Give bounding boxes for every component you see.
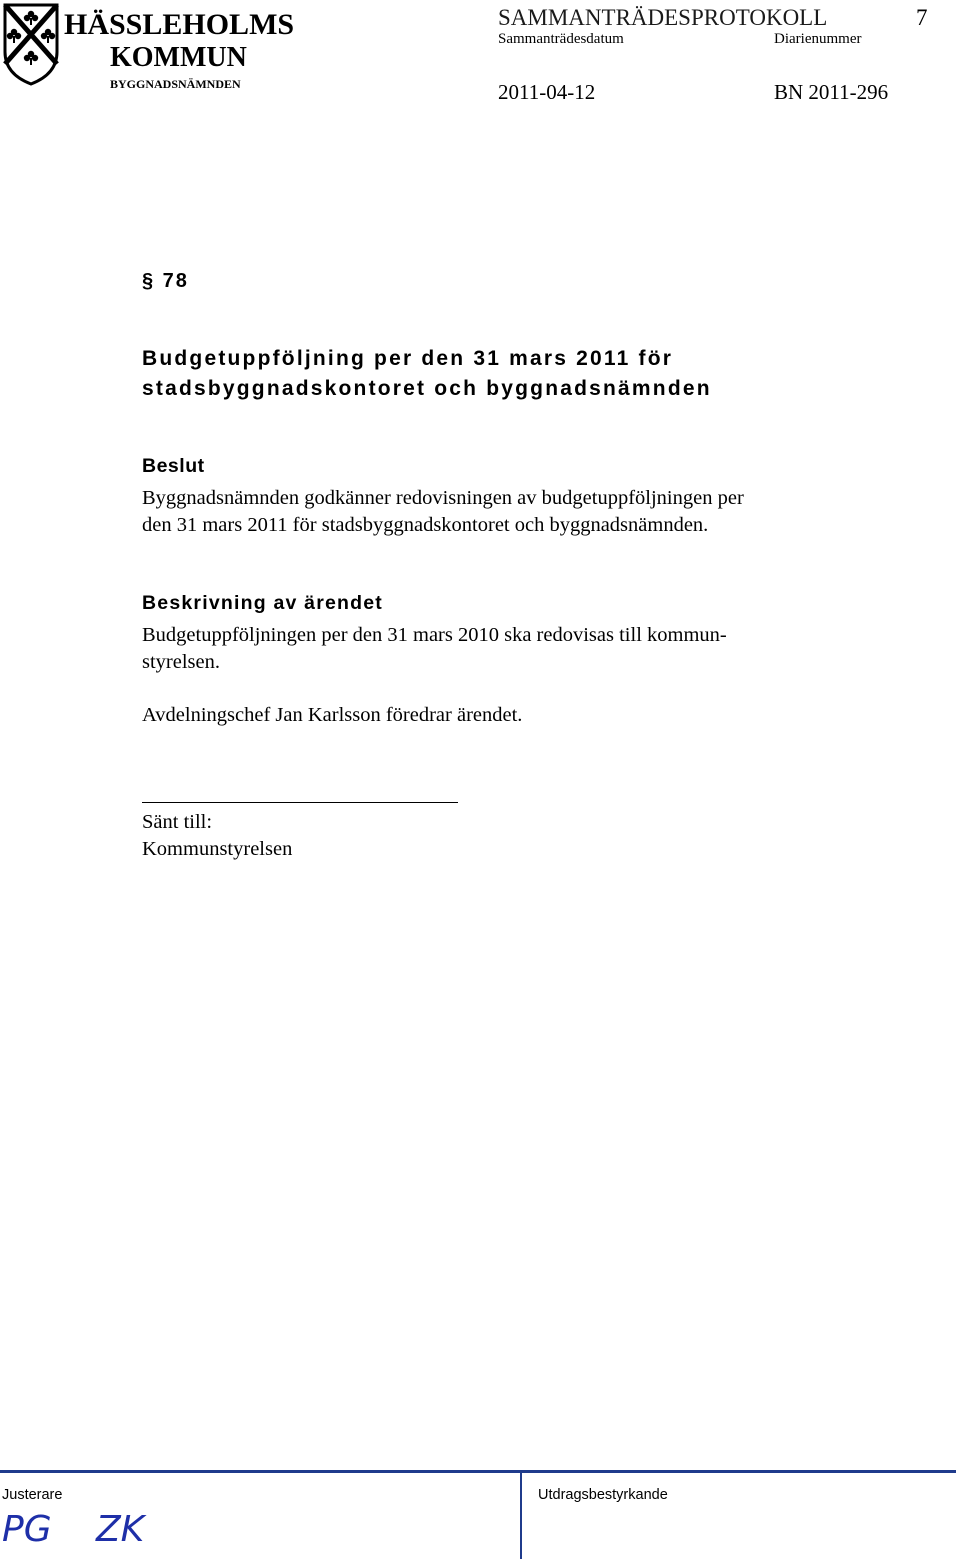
paragraph-number: § 78	[142, 270, 189, 292]
coat-of-arms-icon	[2, 2, 60, 86]
decision-text-line2: den 31 mars 2011 för stadsbyggnadskontoret och byggnadsnämnden.	[142, 514, 709, 536]
description-text-line2: styrelsen.	[142, 651, 220, 673]
meeting-date-value: 2011-04-12	[498, 80, 596, 104]
footer-divider	[520, 1473, 522, 1559]
logo-text-line3: BYGGNADSNÄMNDEN	[110, 77, 241, 91]
section-heading-line1: Budgetuppföljning per den 31 mars 2011 för	[142, 347, 674, 370]
divider-line	[142, 802, 458, 803]
adjuster-initials-2: ZK	[96, 1509, 145, 1550]
sent-to-recipient: Kommunstyrelsen	[142, 838, 293, 860]
decision-text-line1: Byggnadsnämnden godkänner redovisningen av budgetuppföljningen per	[142, 487, 744, 509]
meeting-date-label: Sammanträdesdatum	[498, 31, 624, 47]
description-heading: Beskrivning av ärendet	[142, 592, 383, 614]
presenter-text: Avdelningschef Jan Karlsson föredrar ärendet.	[142, 704, 523, 726]
sent-to-label: Sänt till:	[142, 811, 213, 833]
description-text-line1: Budgetuppföljningen per den 31 mars 2010 ska redovisas till kommun-	[142, 624, 727, 646]
section-heading-line2: stadsbyggnadskontoret och byggnadsnämnden	[142, 377, 712, 400]
document-title: SAMMANTRÄDESPROTOKOLL	[498, 5, 828, 30]
decision-heading: Beslut	[142, 455, 205, 477]
registration-number-label: Diarienummer	[774, 31, 862, 47]
page-number: 7	[916, 5, 928, 30]
adjusters-label: Justerare	[2, 1487, 63, 1503]
logo-text-line1: HÄSSLEHOLMS	[64, 8, 295, 41]
adjuster-initials-1: PG	[2, 1509, 52, 1550]
logo-text-line2: KOMMUN	[110, 42, 247, 73]
footer-rule	[0, 1470, 956, 1473]
municipality-logo	[0, 0, 300, 92]
registration-number-value: BN 2011-296	[774, 80, 889, 104]
extract-certification-label: Utdragsbestyrkande	[538, 1487, 668, 1503]
